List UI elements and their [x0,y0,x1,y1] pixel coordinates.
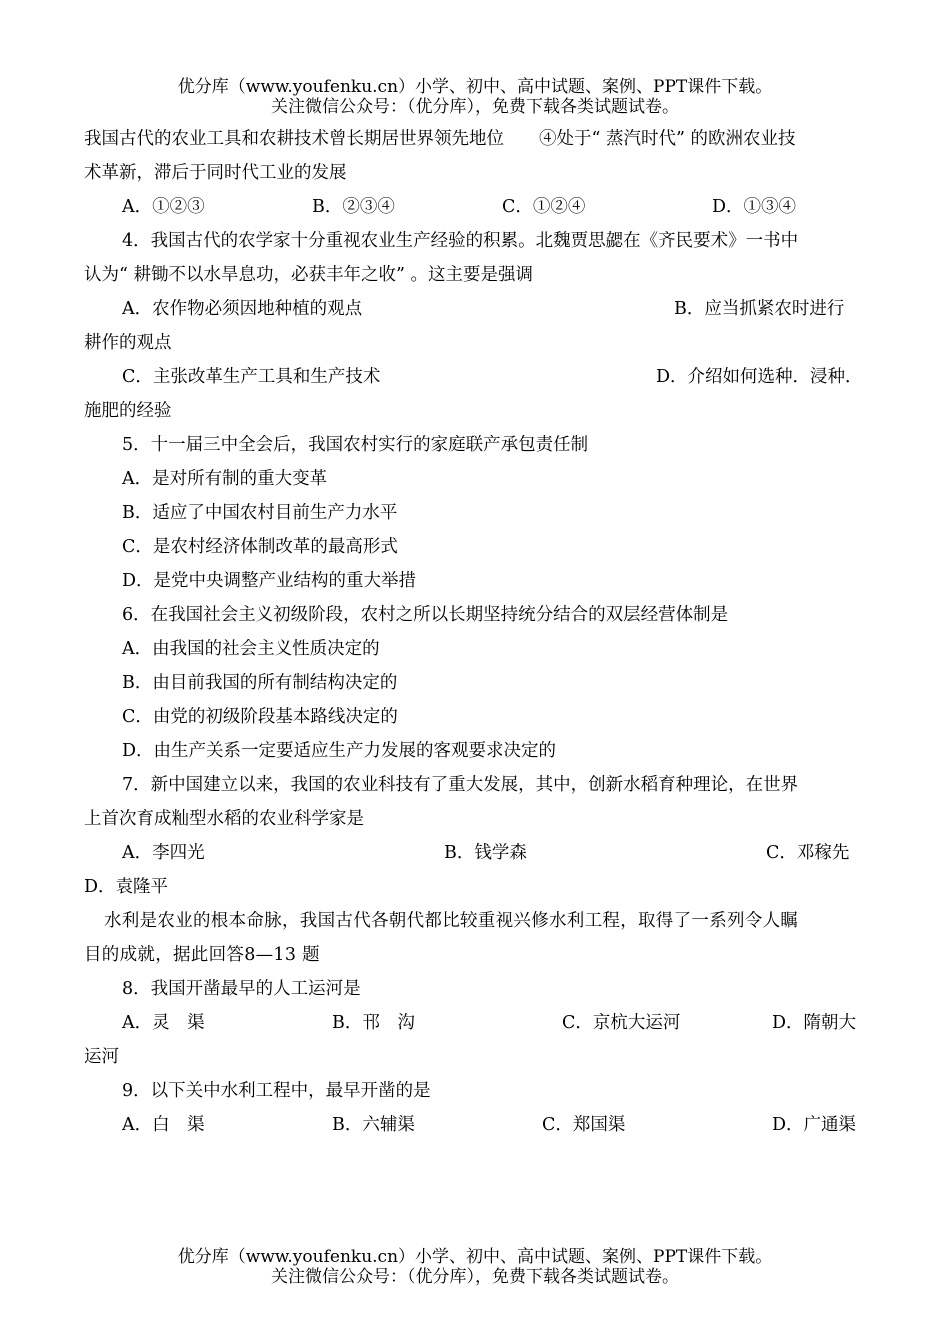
q4-option-b-cont: 耕作的观点 [84,333,172,353]
q8-option-c: C．京杭大运河 [562,1013,681,1033]
q4-option-c: C．主张改革生产工具和生产技术 [122,367,381,387]
header-line-1: 优分库（www.youfenku.cn）小学、初中、高中试题、案例、PPT课件下载。 [177,77,773,97]
q5-option-a: A．是对所有制的重大变革 [122,469,328,489]
q3-options [84,190,868,224]
q9-option-b: B．六辅渠 [332,1115,415,1135]
q7-option-c: C．邓稼先 [766,843,850,863]
q3-option-b: B．②③④ [312,197,395,217]
document-body [84,122,868,1142]
q9-options [84,1108,868,1142]
q6-option-c: C．由党的初级阶段基本路线决定的 [122,707,398,727]
page-header [0,77,950,117]
intro-line-2: 目的成就，据此回答8—13 题 [84,945,320,965]
q4-option-d-cont: 施肥的经验 [84,401,172,421]
footer-line-2: 关注微信公众号：（优分库），免费下载各类试题试卷。 [271,1267,679,1287]
q7-options-abc [84,836,868,870]
q8-option-d-cont: 运河 [84,1047,119,1067]
q4-stem-line-1: 4．我国古代的农学家十分重视农业生产经验的积累。北魏贾思勰在《齐民要术》一书中 [122,231,799,251]
q6-option-d: D．由生产关系一定要适应生产力发展的客观要求决定的 [122,741,557,761]
q9-option-d: D．广通渠 [772,1115,857,1135]
q7-option-d: D．袁隆平 [84,877,169,897]
q7-option-a: A．李四光 [122,843,205,863]
header-line-2: 关注微信公众号：（优分库），免费下载各类试题试卷。 [271,97,679,117]
q6-stem: 6．在我国社会主义初级阶段，农村之所以长期坚持统分结合的双层经营体制是 [122,605,729,625]
q5-stem: 5．十一届三中全会后，我国农村实行的家庭联产承包责任制 [122,435,589,455]
q7-stem-line-1: 7．新中国建立以来，我国的农业科技有了重大发展，其中，创新水稻育种理论，在世界 [122,775,799,795]
q9-stem: 9．以下关中水利工程中，最早开凿的是 [122,1081,431,1101]
q4-option-b: B．应当抓紧农时进行 [674,299,845,319]
q7-option-b: B．钱学森 [444,843,527,863]
q3-stem-line-2: 术革新，滞后于同时代工业的发展 [84,163,347,183]
q3-option-d: D．①③④ [712,197,797,217]
q6-option-b: B．由目前我国的所有制结构决定的 [122,673,398,693]
q5-option-c: C．是农村经济体制改革的最高形式 [122,537,398,557]
q3-option-c: C．①②④ [502,197,586,217]
q5-option-d: D．是党中央调整产业结构的重大举措 [122,571,417,591]
q8-option-d: D．隋朝大 [772,1013,857,1033]
footer-line-1: 优分库（www.youfenku.cn）小学、初中、高中试题、案例、PPT课件下载。 [177,1247,773,1267]
q3-stem-line-1: 我国古代的农业工具和农耕技术曾长期居世界领先地位 ④处于“ 蒸汽时代” 的欧洲农业技 [84,129,796,149]
q8-option-a: A．灵 渠 [122,1013,205,1033]
q5-option-b: B．适应了中国农村目前生产力水平 [122,503,398,523]
q4-option-d: D．介绍如何选种．浸种． [656,367,863,387]
q9-option-a: A．白 渠 [122,1115,205,1135]
q8-option-b: B．邗 沟 [332,1013,415,1033]
q4-options-cd [84,360,868,394]
q9-option-c: C．郑国渠 [542,1115,626,1135]
q4-option-a: A．农作物必须因地种植的观点 [122,299,363,319]
q6-option-a: A．由我国的社会主义性质决定的 [122,639,380,659]
q3-option-a: A．①②③ [122,197,205,217]
q8-options [84,1006,868,1040]
q4-options-ab [84,292,868,326]
intro-line-1: 水利是农业的根本命脉，我国古代各朝代都比较重视兴修水利工程，取得了一系列令人瞩 [104,911,799,931]
q7-stem-line-2: 上首次育成籼型水稻的农业科学家是 [84,809,364,829]
q4-stem-line-2: 认为“ 耕锄不以水旱息功，必获丰年之收” 。这主要是强调 [84,265,534,285]
page-footer [0,1247,950,1287]
q8-stem: 8．我国开凿最早的人工运河是 [122,979,361,999]
